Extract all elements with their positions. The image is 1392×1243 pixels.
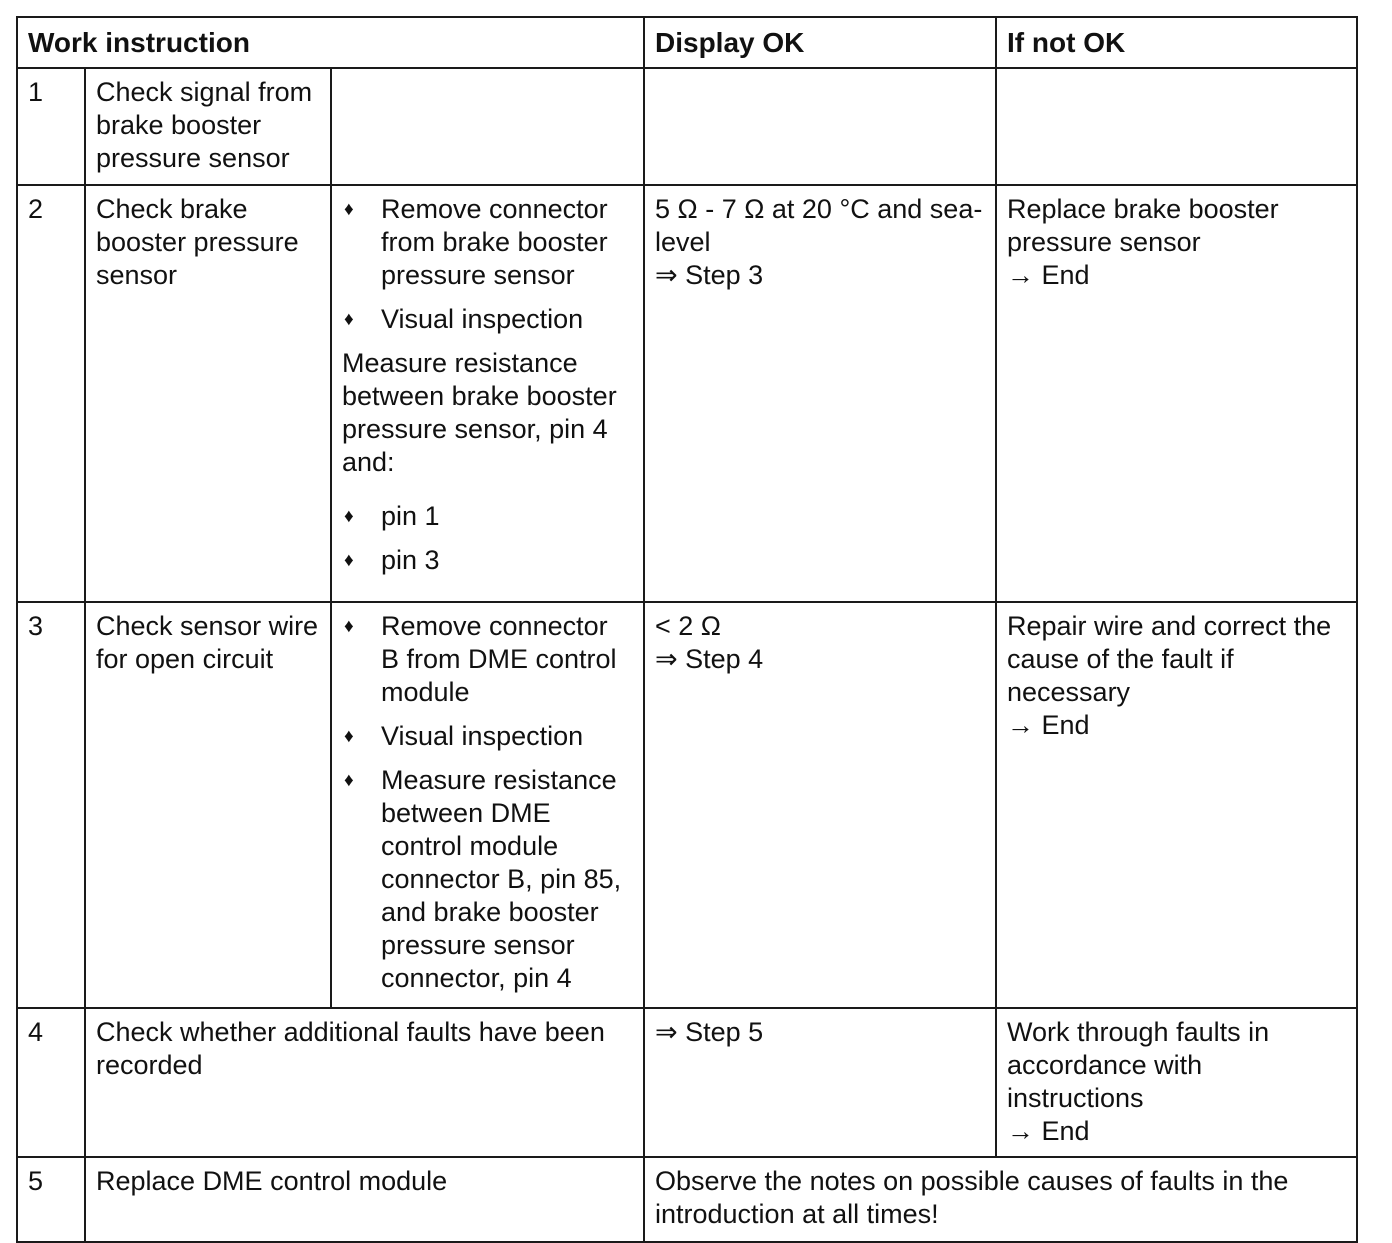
diamond-bullet-icon: ♦ <box>344 309 354 330</box>
step-details <box>331 185 644 602</box>
step-number: 4 <box>17 1008 85 1157</box>
step-instruction: Check sensor wire for open circuit <box>85 602 331 1008</box>
step-details <box>331 68 644 185</box>
list-item: ♦ Visual inspection <box>344 304 584 334</box>
header-display-ok: Display OK <box>644 17 996 68</box>
list-item: ♦ Remove connector from brake booster pressure sensor <box>344 194 608 290</box>
header-row <box>17 17 1357 68</box>
step-display-ok: ⇒ Step 5 <box>644 1008 996 1157</box>
table-row-step-5 <box>17 1157 1357 1242</box>
diamond-bullet-icon: ♦ <box>344 506 354 527</box>
list-item: ♦ pin 3 <box>344 545 440 575</box>
bullet-list <box>342 500 633 577</box>
step-if-not-ok: Work through faults in accordance with instructions → End <box>996 1008 1357 1157</box>
step-display-ok: < 2 Ω ⇒ Step 4 <box>644 602 996 1008</box>
table-row-step-2 <box>17 185 1357 602</box>
measure-text: Measure resistance between brake booster pressure sensor, pin 4 and: <box>342 348 617 477</box>
work-instruction-table <box>16 16 1358 1243</box>
step-display-ok: 5 Ω - 7 Ω at 20 °C and sea-level ⇒ Step 3 <box>644 185 996 602</box>
step-if-not-ok <box>996 68 1357 185</box>
step-details <box>331 602 644 1008</box>
table-row-step-3 <box>17 602 1357 1008</box>
bullet-list <box>342 193 633 336</box>
step-instruction: Check brake booster pressure sensor <box>85 185 331 602</box>
diamond-bullet-icon: ♦ <box>344 726 354 747</box>
header-if-not-ok: If not OK <box>996 17 1357 68</box>
step-number: 5 <box>17 1157 85 1242</box>
table-row-step-4 <box>17 1008 1357 1157</box>
step-number: 1 <box>17 68 85 185</box>
step-if-not-ok: Replace brake booster pressure sensor → End <box>996 185 1357 602</box>
step-display-ok <box>644 68 996 185</box>
diamond-bullet-icon: ♦ <box>344 616 354 637</box>
step-instruction: Check signal from brake booster pressure sensor <box>85 68 331 185</box>
step-note: Observe the notes on possible causes of faults in the introduction at all times! <box>644 1157 1357 1242</box>
diamond-bullet-icon: ♦ <box>344 550 354 571</box>
step-if-not-ok: Repair wire and correct the cause of the fault if necessary → End <box>996 602 1357 1008</box>
step-number: 3 <box>17 602 85 1008</box>
list-item: ♦ Remove connector B from DME control module <box>344 611 617 707</box>
diamond-bullet-icon: ♦ <box>344 770 354 791</box>
table-row-step-1 <box>17 68 1357 185</box>
header-work-instruction: Work instruction <box>17 17 644 68</box>
step-instruction: Check whether additional faults have been recorded <box>85 1008 644 1157</box>
step-instruction: Replace DME control module <box>85 1157 644 1242</box>
bullet-list <box>342 610 633 995</box>
list-item: ♦ Visual inspection <box>344 721 584 751</box>
diamond-bullet-icon: ♦ <box>344 199 354 220</box>
list-item: ♦ Measure resistance between DME control module connector B, pin 85, and brake booster pressure sensor connector, pin 4 <box>344 765 622 993</box>
list-item: ♦ pin 1 <box>344 501 440 531</box>
step-number: 2 <box>17 185 85 602</box>
